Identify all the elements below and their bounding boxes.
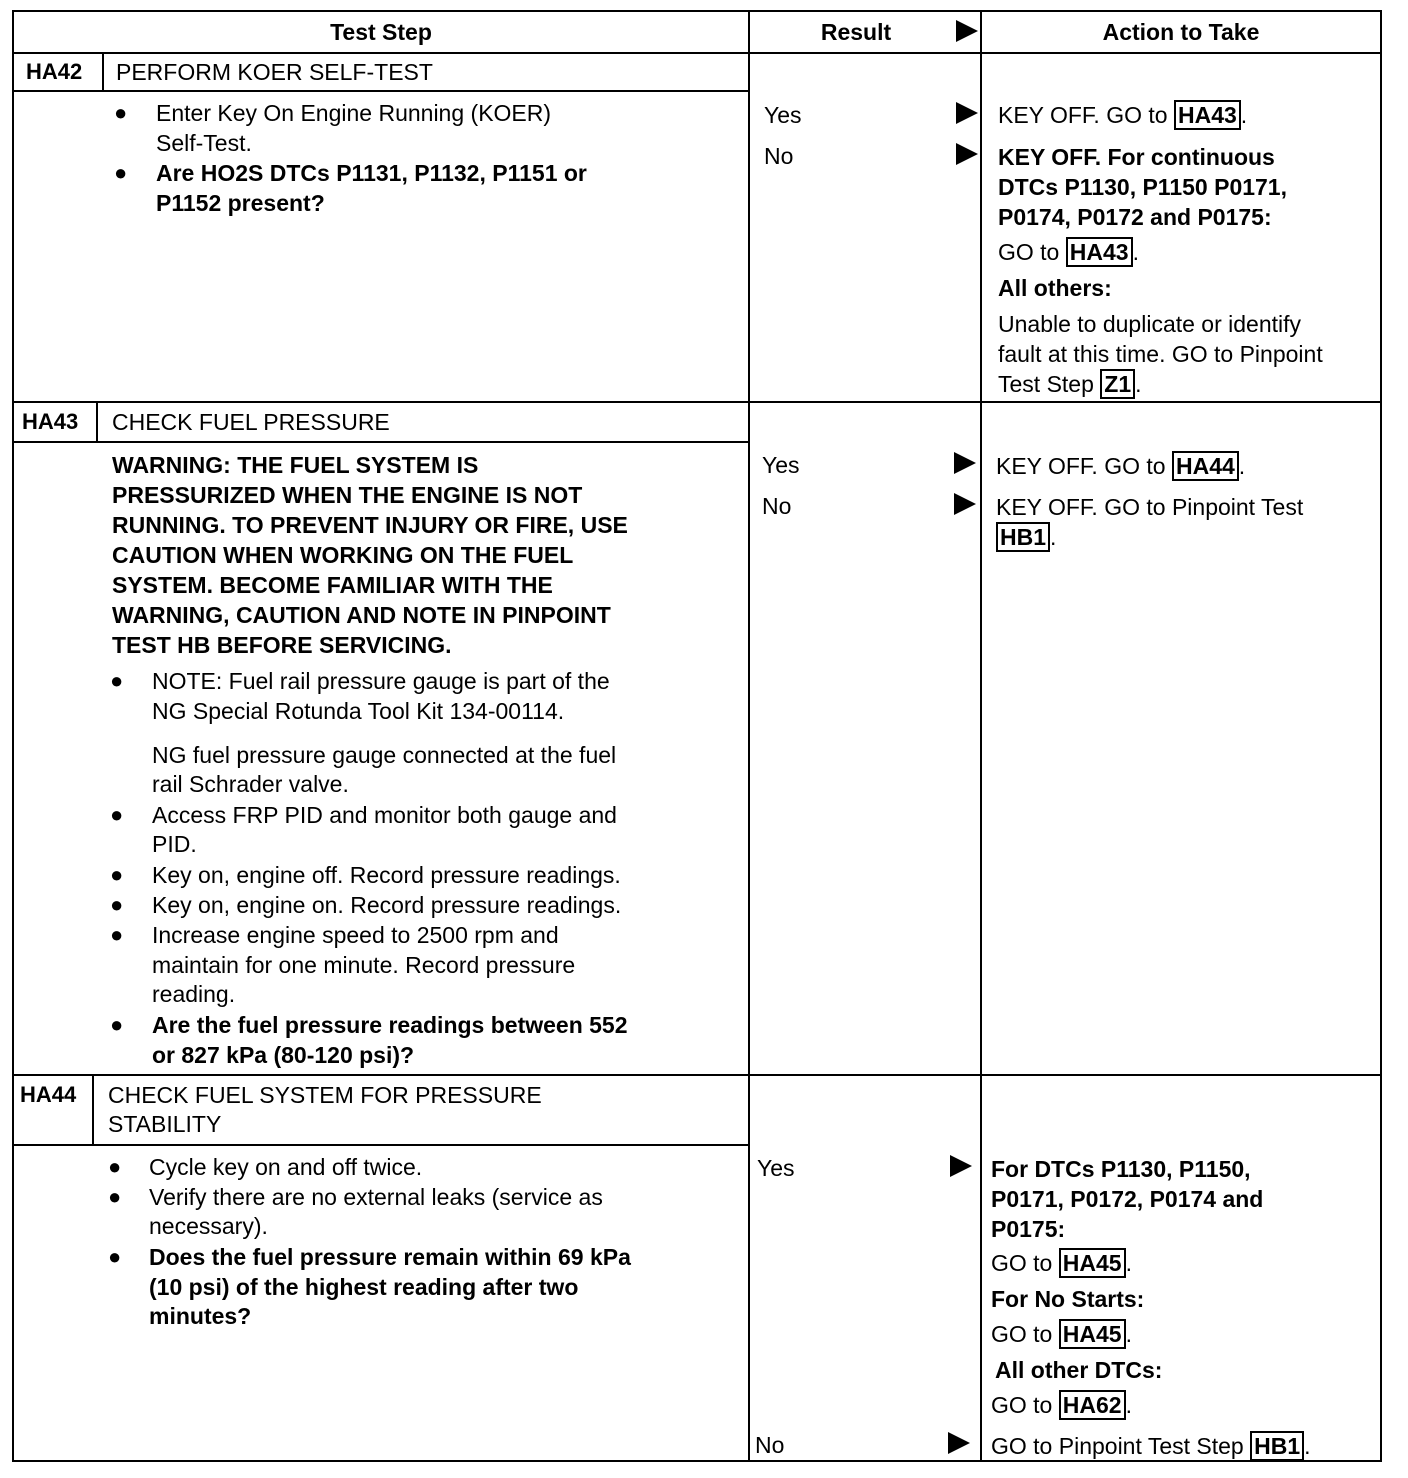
ha43-result-yes: Yes [762, 452, 800, 478]
step-ref-link[interactable]: HA45 [1059, 1319, 1126, 1349]
divider-code-ha44 [92, 1075, 94, 1145]
ha42-no-line2: DTCs P1130, P1150 P0171, [998, 174, 1287, 200]
ha43-note-line2: NG Special Rotunda Tool Kit 134-00114. [152, 698, 565, 724]
step-title-ha44-line1: CHECK FUEL SYSTEM FOR PRESSURE [108, 1082, 542, 1108]
ha43-warning-line7: TEST HB BEFORE SERVICING. [112, 632, 452, 658]
ha42-all-others: All others: [998, 275, 1112, 301]
bullet-icon: ● [114, 160, 128, 185]
header-rule [12, 52, 1382, 54]
ha43-result-no: No [762, 493, 792, 519]
ha44-result-yes: Yes [757, 1155, 795, 1181]
ha43-key-on: Key on, engine on. Record pressure readings. [152, 892, 622, 918]
ha44-question-line1: Does the fuel pressure remain within 69 kPa [149, 1244, 631, 1270]
bullet-icon: ● [114, 100, 128, 125]
arrow-icon [950, 1155, 972, 1177]
step-ref-link[interactable]: HA45 [1059, 1248, 1126, 1278]
divider-result [748, 10, 750, 1462]
ha43-yes-action: KEY OFF. GO to HA44 . [996, 453, 1246, 479]
ha42-step1-line1: Enter Key On Engine Running (KOER) [156, 100, 552, 126]
ha43-no-action-line2: HB1 . [996, 522, 1056, 552]
bullet-icon: ● [108, 1154, 122, 1179]
step-ref-link[interactable]: Z1 [1100, 369, 1135, 399]
step-title-ha42: PERFORM KOER SELF-TEST [116, 59, 433, 85]
ha42-yes-action: KEY OFF. GO to HA43 . [998, 102, 1248, 128]
ha44-question-line3: minutes? [149, 1303, 252, 1329]
header-action: Action to Take [1102, 19, 1260, 45]
ha43-warning-line2: PRESSURIZED WHEN THE ENGINE IS NOT [112, 482, 583, 508]
ha44-goto-3: GO to HA62 . [991, 1392, 1132, 1418]
ha43-frp-line1: Access FRP PID and monitor both gauge and [152, 802, 617, 828]
step-ref-link[interactable]: HB1 [996, 522, 1050, 552]
ha43-question-line2: or 827 kPa (80-120 psi)? [152, 1042, 415, 1068]
bullet-icon: ● [110, 892, 124, 917]
arrow-icon [956, 102, 978, 124]
arrow-icon [956, 143, 978, 165]
ha44-goto-1: GO to HA45 . [991, 1250, 1132, 1276]
ha43-bottom-rule [12, 1074, 1382, 1076]
ha43-key-off: Key on, engine off. Record pressure readings. [152, 862, 621, 888]
ha43-ng-line1: NG fuel pressure gauge connected at the fuel [152, 742, 617, 768]
ha42-result-no: No [764, 143, 794, 169]
arrow-icon [948, 1432, 970, 1454]
arrow-icon [954, 493, 976, 515]
step-code-ha42: HA42 [26, 59, 83, 84]
header-test-step: Test Step [330, 19, 432, 45]
ha44-no-action: GO to Pinpoint Test Step HB1 . [991, 1433, 1311, 1459]
bullet-icon: ● [110, 1012, 124, 1037]
ha44-all-other: All other DTCs: [995, 1357, 1163, 1383]
bullet-icon: ● [108, 1244, 122, 1269]
ha43-increase-line1: Increase engine speed to 2500 rpm and [152, 922, 559, 948]
header-arrow-icon [956, 20, 978, 42]
ha43-note-line1: NOTE: Fuel rail pressure gauge is part of the [152, 668, 610, 694]
step-title-ha43: CHECK FUEL PRESSURE [112, 409, 390, 435]
divider-code-ha43 [96, 402, 98, 442]
ha44-verify-line2: necessary). [149, 1213, 268, 1239]
ha44-cycle: Cycle key on and off twice. [149, 1154, 423, 1180]
ha43-warning-line5: SYSTEM. BECOME FAMILIAR WITH THE [112, 572, 553, 598]
ha44-title-rule [12, 1144, 748, 1146]
divider-code-ha42 [102, 52, 104, 92]
step-title-ha44-line2: STABILITY [108, 1111, 222, 1137]
ha42-question-line2: P1152 present? [156, 190, 325, 216]
ha44-verify-line1: Verify there are no external leaks (service as [149, 1184, 603, 1210]
ha43-warning-line1: WARNING: THE FUEL SYSTEM IS [112, 452, 479, 478]
ha43-increase-line3: reading. [152, 981, 236, 1007]
ha43-warning-line4: CAUTION WHEN WORKING ON THE FUEL [112, 542, 574, 568]
step-ref-link[interactable]: HA44 [1172, 451, 1239, 481]
ha44-dtc-line1: For DTCs P1130, P1150, [991, 1156, 1251, 1182]
ha42-question-line1: Are HO2S DTCs P1131, P1132, P1151 or [156, 160, 587, 186]
ha43-title-rule [12, 441, 748, 443]
ha43-increase-line2: maintain for one minute. Record pressure [152, 952, 576, 978]
ha42-result-yes: Yes [764, 102, 802, 128]
step-ref-link[interactable]: HA43 [1174, 100, 1241, 130]
step-ref-link[interactable]: HB1 [1250, 1431, 1304, 1461]
ha43-ng-line2: rail Schrader valve. [152, 771, 349, 797]
ha42-unable-line2: fault at this time. GO to Pinpoint [998, 341, 1323, 367]
ha44-dtc-line3: P0175: [991, 1216, 1066, 1242]
header-result: Result [820, 19, 892, 45]
ha42-no-goto: GO to HA43 . [998, 239, 1139, 265]
bullet-icon: ● [110, 668, 124, 693]
divider-action [980, 10, 982, 1462]
bullet-icon: ● [110, 802, 124, 827]
ha43-warning-line3: RUNNING. TO PREVENT INJURY OR FIRE, USE [112, 512, 628, 538]
ha42-unable-line3: Test Step Z1 . [998, 371, 1142, 397]
bullet-icon: ● [110, 862, 124, 887]
ha44-question-line2: (10 psi) of the highest reading after two [149, 1274, 579, 1300]
ha42-unable-line1: Unable to duplicate or identify [998, 311, 1302, 337]
ha44-goto-2: GO to HA45 . [991, 1321, 1132, 1347]
bullet-icon: ● [108, 1184, 122, 1209]
step-ref-link[interactable]: HA43 [1066, 237, 1133, 267]
ha43-warning-line6: WARNING, CAUTION AND NOTE IN PINPOINT [112, 602, 611, 628]
ha44-no-starts: For No Starts: [991, 1286, 1145, 1312]
ha43-question-line1: Are the fuel pressure readings between 552 [152, 1012, 628, 1038]
step-code-ha44: HA44 [20, 1082, 77, 1107]
bullet-icon: ● [110, 922, 124, 947]
ha42-no-line3: P0174, P0172 and P0175: [998, 204, 1272, 230]
ha43-no-action-line1: KEY OFF. GO to Pinpoint Test [996, 494, 1304, 520]
ha42-bottom-rule [12, 401, 1382, 403]
ha42-title-rule [12, 90, 748, 92]
ha44-dtc-line2: P0171, P0172, P0174 and [991, 1186, 1264, 1212]
ha44-result-no: No [755, 1432, 785, 1458]
ha43-frp-line2: PID. [152, 831, 197, 857]
step-ref-link[interactable]: HA62 [1059, 1390, 1126, 1420]
step-code-ha43: HA43 [22, 409, 79, 434]
arrow-icon [954, 452, 976, 474]
ha42-no-line1: KEY OFF. For continuous [998, 144, 1275, 170]
ha42-step1-line2: Self-Test. [156, 130, 252, 156]
